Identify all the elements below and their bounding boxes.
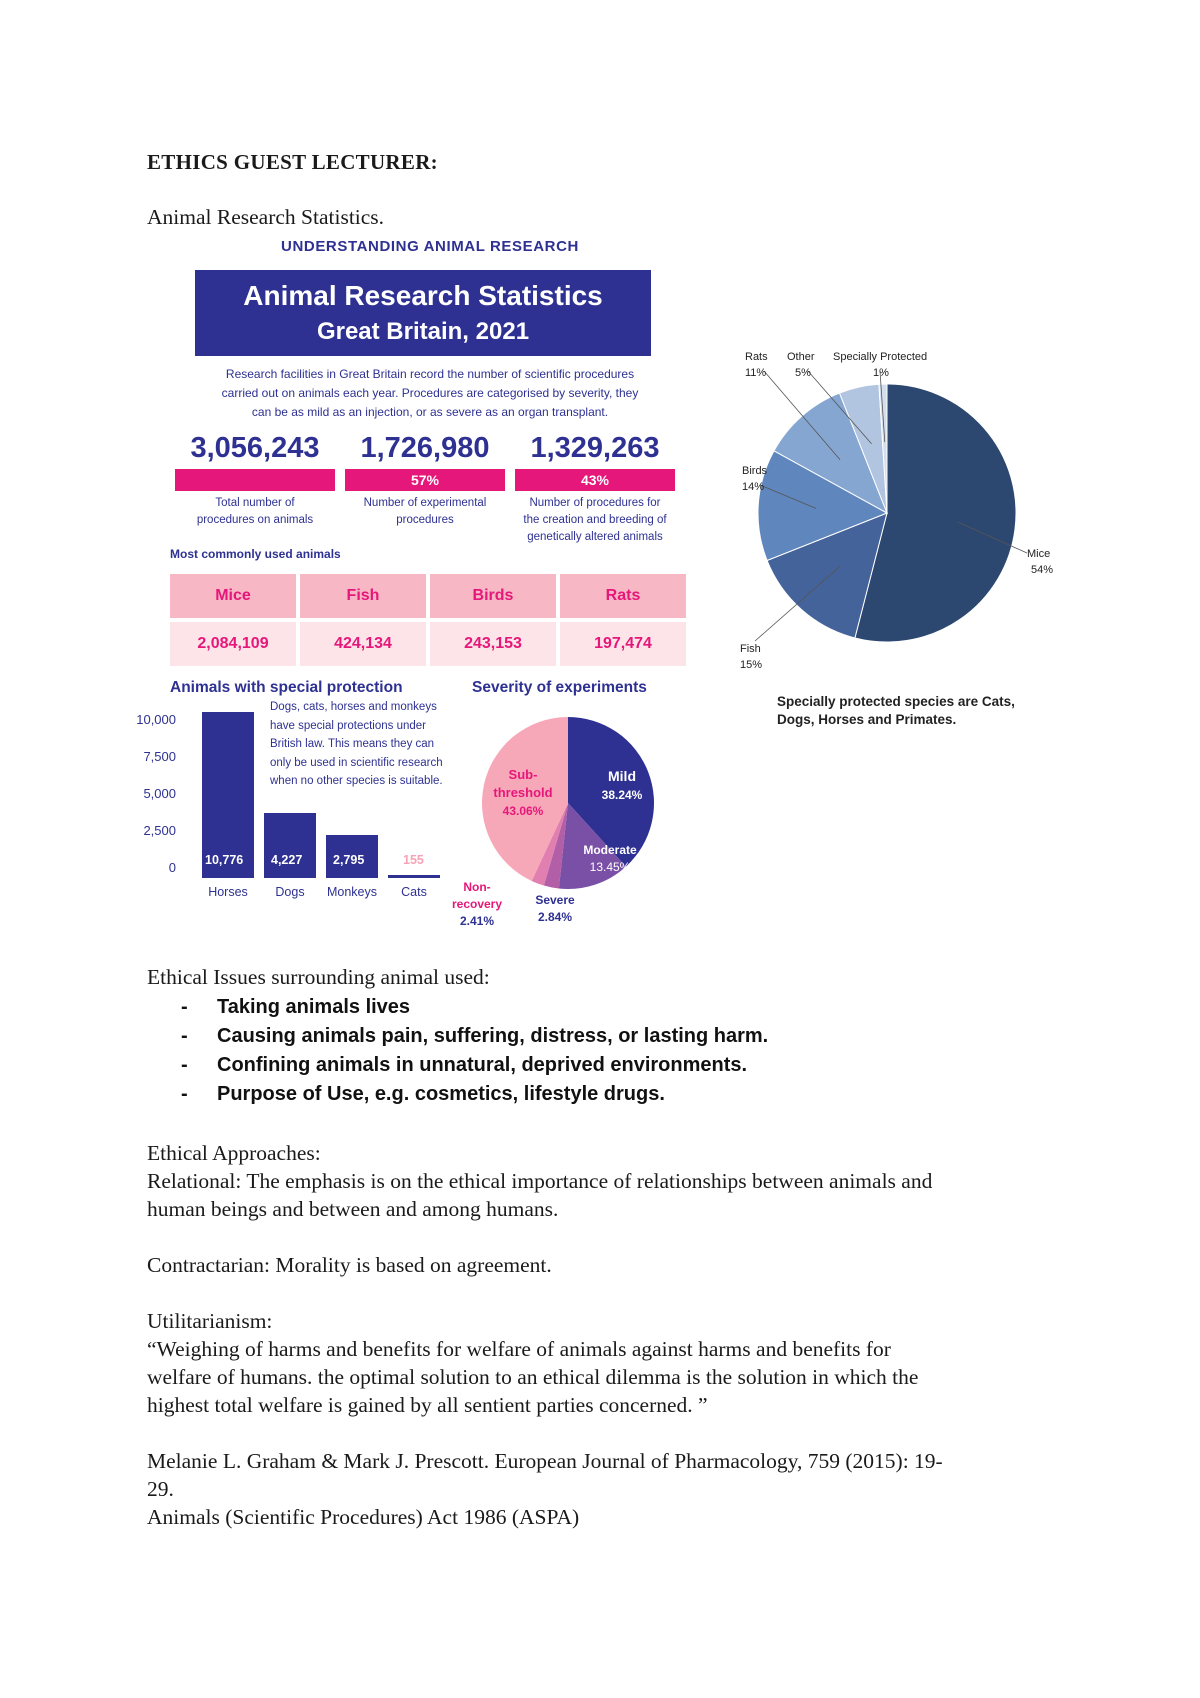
stat-caption: Number of procedures for the creation and breeding of genetically altered animals: [523, 497, 667, 543]
intro-line: Research facilities in Great Britain record the number of scientific procedures: [225, 367, 635, 381]
slice-label: 43.06%: [502, 804, 544, 818]
slice-label: Specially Protected: [833, 351, 928, 363]
issues-heading: Ethical Issues surrounding animal used:: [147, 965, 490, 989]
slice-label: Mild: [608, 768, 636, 784]
slice-label: Fish: [740, 643, 761, 655]
animal-count: 424,134: [300, 622, 426, 666]
slice-label: Rats: [745, 351, 768, 363]
slice-percent: 1%: [873, 367, 889, 379]
slice-label: Non-: [463, 880, 491, 894]
x-label: Cats: [401, 885, 427, 899]
stat-total: [175, 432, 335, 529]
special-protection-note: Dogs, cats, horses and monkeys have special protections under British law. This means they can only be used in scientific research when no other species is suitable.: [270, 701, 443, 787]
severity-title: Severity of experiments: [472, 679, 647, 696]
utilitarianism-quote: welfare of humans. the optimal solution to an ethical dilemma is the solution in which the: [147, 1365, 919, 1389]
slice-label: 13.45%: [589, 860, 631, 874]
slice-label: 2.41%: [459, 914, 495, 928]
list-item: - Purpose of Use, e.g. cosmetics, lifestyle drugs.: [147, 1080, 1047, 1109]
slice-label: Moderate: [583, 843, 637, 857]
stat-percent-bar: [175, 469, 335, 491]
slice-label: Mice: [1027, 548, 1051, 560]
stat-caption: Total number of procedures on animals: [196, 497, 314, 526]
infographic-title: Animal Research Statistics: [243, 280, 603, 311]
y-tick: 7,500: [143, 749, 176, 764]
common-animals-title: Most commonly used animals: [170, 547, 341, 561]
y-tick: 5,000: [143, 786, 176, 801]
bar-dogs: [264, 813, 316, 878]
stat-percent-bar: 43%: [515, 469, 675, 491]
slice-label: Birds: [742, 465, 768, 477]
slice-label: threshold: [493, 785, 553, 800]
x-label: Monkeys: [326, 885, 378, 899]
list-item: - Taking animals lives: [147, 993, 1047, 1022]
slice-percent: 5%: [795, 367, 811, 379]
special-protection-chart: [136, 701, 450, 942]
stat-genetic: [515, 432, 675, 546]
utilitarianism-quote: “Weighing of harms and benefits for welfare of animals against harms and benefits for: [147, 1337, 891, 1361]
slice-label: Sub-: [508, 767, 538, 782]
approaches-section: [147, 1139, 1067, 1531]
stat-value: 1,329,263: [530, 432, 660, 464]
species-pie-chart: [730, 345, 1060, 675]
animal-count: 2,084,109: [170, 622, 296, 666]
document-subtitle: Animal Research Statistics.: [147, 205, 385, 229]
infographic-intro: [160, 365, 700, 422]
utilitarianism-quote: highest total welfare is gained by all sentient parties concerned. ”: [147, 1393, 708, 1417]
slice-percent: 14%: [742, 481, 765, 493]
utilitarianism-heading: Utilitarianism:: [147, 1309, 273, 1333]
reference: 29.: [147, 1477, 174, 1501]
intro-line: carried out on animals each year. Procedures are categorised by severity, they: [221, 386, 639, 400]
y-tick: 2,500: [143, 823, 176, 838]
y-tick: 10,000: [136, 712, 176, 727]
special-protection-title: Animals with special protection: [170, 679, 403, 696]
contractarian-text: Contractarian: Morality is based on agreement.: [147, 1253, 552, 1277]
animal-count: 197,474: [560, 622, 686, 666]
intro-line: can be as mild as an injection, or as severe as an organ transplant.: [251, 405, 609, 419]
stat-percent-bar: 57%: [345, 469, 505, 491]
animal-header: Mice: [170, 574, 296, 618]
bar-value-label: 4,227: [271, 853, 303, 867]
slice-label: Other: [787, 351, 815, 363]
bar-value-label: 2,795: [333, 853, 365, 867]
approaches-heading: Ethical Approaches:: [147, 1141, 321, 1165]
animal-count: 243,153: [430, 622, 556, 666]
list-item: - Confining animals in unnatural, deprived environments.: [147, 1051, 1047, 1080]
species-pie-caption: Specially protected species are Cats, Dogs, Horses and Primates.: [777, 694, 1015, 727]
animal-header: Birds: [430, 574, 556, 618]
slice-percent: 15%: [740, 659, 763, 671]
stat-caption: Number of experimental procedures: [363, 497, 487, 526]
stat-value: 1,726,980: [360, 432, 490, 464]
document-title: ETHICS GUEST LECTURER:: [147, 150, 438, 174]
infographic: [136, 232, 700, 932]
slice-label: 38.24%: [601, 788, 643, 802]
relational-text: human beings and between and among humans.: [147, 1197, 559, 1221]
slice-percent: 54%: [1031, 564, 1054, 576]
bar-value-label: 10,776: [205, 853, 244, 867]
x-label: Dogs: [275, 885, 305, 899]
y-tick: 0: [168, 860, 176, 875]
severity-pie: [440, 697, 700, 937]
bar-value-label: 155: [403, 853, 424, 867]
infographic-subtitle: Great Britain, 2021: [316, 318, 530, 345]
reference: Animals (Scientific Procedures) Act 1986 (ASPA): [147, 1505, 580, 1529]
bar-cats: [388, 875, 440, 878]
slice-label: 2.84%: [537, 910, 573, 924]
slice-label: recovery: [451, 897, 503, 911]
stat-experimental: [345, 432, 505, 529]
stat-value: 3,056,243: [190, 432, 320, 464]
org-name: UNDERSTANDING ANIMAL RESEARCH: [281, 238, 579, 255]
relational-text: Relational: The emphasis is on the ethical importance of relationships between animals and: [147, 1169, 933, 1193]
list-item: - Causing animals pain, suffering, distress, or lasting harm.: [147, 1022, 1047, 1051]
slice-label: Severe: [535, 893, 575, 907]
issues-list: [147, 993, 1047, 1109]
reference: Melanie L. Graham & Mark J. Prescott. European Journal of Pharmacology, 759 (2015): 19-: [147, 1449, 943, 1473]
animal-header: Fish: [300, 574, 426, 618]
animal-header: Rats: [560, 574, 686, 618]
x-label: Horses: [208, 885, 248, 899]
infographic-header: [195, 270, 651, 356]
slice-percent: 11%: [745, 367, 767, 379]
